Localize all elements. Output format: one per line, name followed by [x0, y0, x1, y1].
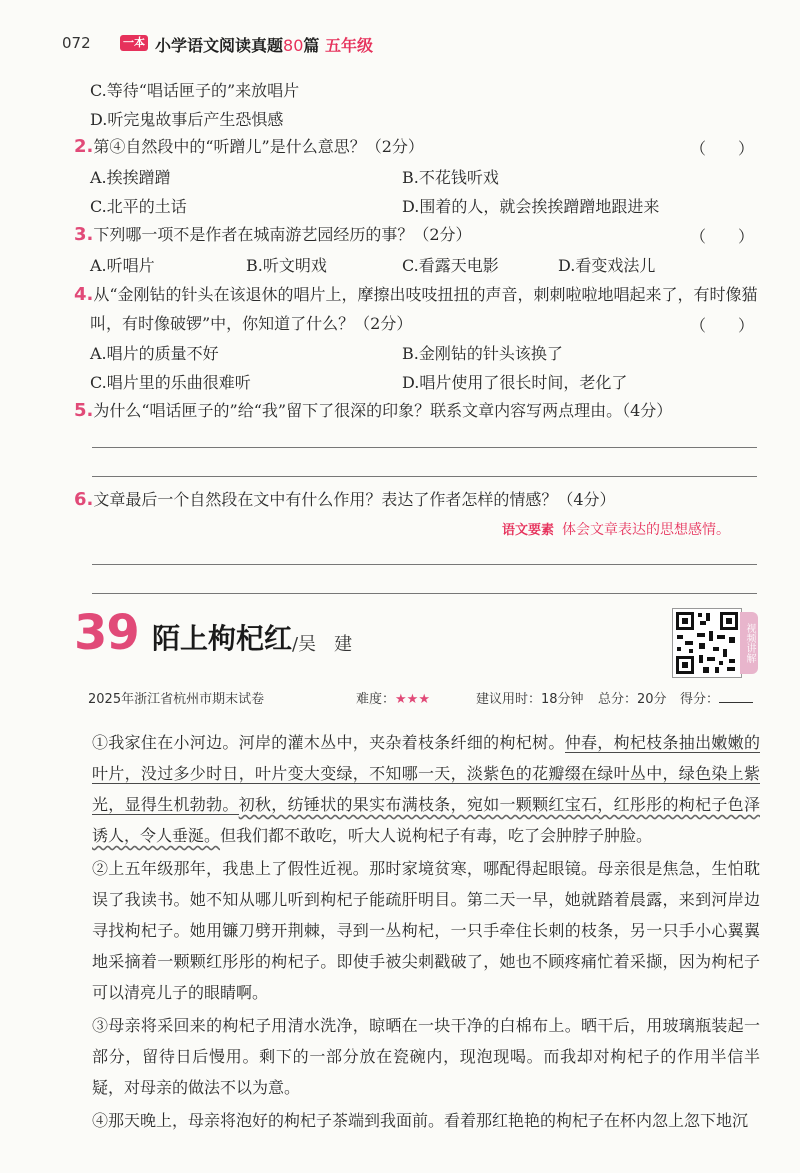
book-title-prefix: 小学语文阅读真题 — [155, 36, 284, 55]
paragraph-1-part-a: ①我家住在小河边。河岸的灌木丛中，夹杂着枝条纤细的枸杞树。 — [92, 733, 565, 752]
question-6-text: 文章最后一个自然段在文中有什么作用？表达了作者怎样的情感？（4分） — [93, 490, 616, 509]
paragraph-1-part-d: 但我们都不敢吃，听大人说枸杞子有毒，吃了会肿脖子肿脸。 — [220, 826, 653, 845]
paragraph-1 — [92, 727, 760, 851]
question-2-number: 2. — [74, 136, 94, 157]
question-6-number: 6. — [74, 489, 94, 510]
question-2-text: 第④自然段中的“听蹭儿”是什么意思？（2分） — [93, 137, 424, 156]
question-2-option-a: A.挨挨蹭蹭 — [90, 168, 171, 187]
question-2 — [74, 134, 424, 157]
question-5-answer-line-1[interactable] — [92, 447, 757, 448]
suggested-time: 建议用时：18分钟 — [476, 692, 584, 707]
paragraph-2: ②上五年级那年，我患上了假性近视。那时家境贫寒，哪配得起眼镜。母亲很是焦急，生怕耽误了我读书。她不知从哪儿听到枸杞子能疏肝明目。第二天一早，她就踏着晨露，来到河岸边寻找枸杞子。她用镰刀劈开荆棘，寻到一丛枸杞，一只手牵住长刺的枝条，另一只手小心翼翼地采摘着一颗颗红彤彤的枸杞子。即使手被尖刺戳破了，她也不顾疼痛忙着采撷，因为枸杞子可以清亮儿子的眼睛啊。 — [92, 859, 760, 1002]
question-4-number: 4. — [74, 284, 94, 305]
question-5-answer-line-2[interactable] — [92, 476, 757, 477]
question-4-option-d: D.唱片使用了很长时间，老化了 — [402, 373, 628, 392]
prev-option-d: D.听完鬼故事后产生恐惧感 — [90, 110, 284, 129]
book-title — [155, 33, 373, 56]
learning-element-tag — [502, 519, 730, 539]
book-title-unit: 篇 — [303, 36, 320, 55]
book-title-count: 80 — [283, 36, 304, 55]
question-3-number: 3. — [74, 224, 94, 245]
learning-element-label: 语文要素 — [502, 523, 555, 538]
question-2-option-b: B.不花钱听戏 — [402, 168, 499, 187]
paragraph-1-underlined: 仲春，枸杞枝条抽出嫩嫩的叶片，没过多少时日，叶片变大变绿，不知哪一天，淡紫色的花瓣缀在绿叶丛中，绿色染上紫光，显得生机勃勃。 — [92, 733, 760, 814]
article-source: 2025年浙江省杭州市期末试卷 — [88, 692, 265, 707]
total-score: 总分：20分 — [598, 692, 667, 707]
question-6-answer-line-1[interactable] — [92, 564, 757, 565]
publisher-logo: 一本 — [120, 35, 148, 51]
article-title: 陌上枸杞红 — [152, 622, 293, 655]
question-4-text-line2: 叫，有时像破锣”中，你知道了什么？（2分） — [90, 314, 413, 333]
question-3-option-d: D.看变戏法儿 — [558, 256, 656, 275]
article-number: 39 — [74, 605, 139, 661]
question-5-text: 为什么“唱话匣子的”给“我”留下了很深的印象？联系文章内容写两点理由。（4分） — [93, 401, 673, 420]
prev-option-c: C.等待“唱话匣子的”来放唱片 — [90, 81, 300, 100]
question-3-option-c: C.看露天电影 — [402, 256, 499, 275]
difficulty-label: 难度： — [356, 692, 396, 707]
question-2-answer-box[interactable]: （ ） — [690, 139, 755, 158]
question-3-option-b: B.听文明戏 — [246, 256, 327, 275]
question-3-answer-box[interactable]: （ ） — [690, 227, 755, 246]
question-2-option-c: C.北平的土话 — [90, 197, 187, 216]
score-blank[interactable] — [719, 690, 753, 703]
question-3-text: 下列哪一项不是作者在城南游艺园经历的事？（2分） — [93, 225, 472, 244]
question-2-option-d: D.围着的人，就会挨挨蹭蹭地跟进来 — [402, 197, 660, 216]
paragraph-4: ④那天晚上，母亲将泡好的枸杞子茶端到我面前。看着那红艳艳的枸杞子在杯内忽上忽下地沉 — [92, 1111, 749, 1130]
learning-element-text: 体会文章表达的思想感情。 — [562, 522, 731, 538]
question-4-option-a: A.唱片的质量不好 — [90, 344, 219, 363]
paragraph-3: ③母亲将采回来的枸杞子用清水洗净，晾晒在一块干净的白棉布上。晒干后，用玻璃瓶装起一部分，留待日后慢用。剩下的一部分放在瓷碗内，现泡现喝。而我却对枸杞子的作用半信半疑，对母亲的做法不以为意。 — [92, 1016, 760, 1097]
article-author: /吴 建 — [292, 634, 353, 655]
score-field[interactable] — [680, 688, 753, 707]
question-6-answer-line-2[interactable] — [92, 593, 757, 594]
article-body — [92, 727, 760, 1136]
page-number: 072 — [62, 34, 91, 52]
question-3 — [74, 222, 472, 245]
question-4-answer-box[interactable]: （ ） — [690, 316, 755, 335]
paragraph-1-wavy-underlined: 初秋，纺锤状的果实布满枝条，宛如一颗颗红宝石，红彤彤的枸杞子色泽诱人，令人垂涎。 — [92, 795, 760, 845]
difficulty — [356, 688, 430, 707]
video-explanation-tab[interactable]: 视频讲解 — [740, 612, 758, 674]
question-3-option-a: A.听唱片 — [90, 256, 155, 275]
question-6 — [74, 487, 616, 510]
question-5 — [74, 398, 672, 421]
question-4-text-line1: 从“金刚钻的针头在该退休的唱片上，摩擦出吱吱扭扭的声音，刺刺啦啦地唱起来了，有时像猫 — [93, 285, 758, 304]
grade-label: 五年级 — [324, 36, 373, 55]
question-5-number: 5. — [74, 400, 94, 421]
difficulty-stars: ★★★ — [395, 692, 430, 707]
score-label: 得分： — [680, 692, 720, 707]
qr-code-icon[interactable] — [672, 608, 742, 678]
question-4-option-b: B.金刚钻的针头该换了 — [402, 344, 563, 363]
question-4 — [74, 282, 758, 305]
question-4-option-c: C.唱片里的乐曲很难听 — [90, 373, 251, 392]
